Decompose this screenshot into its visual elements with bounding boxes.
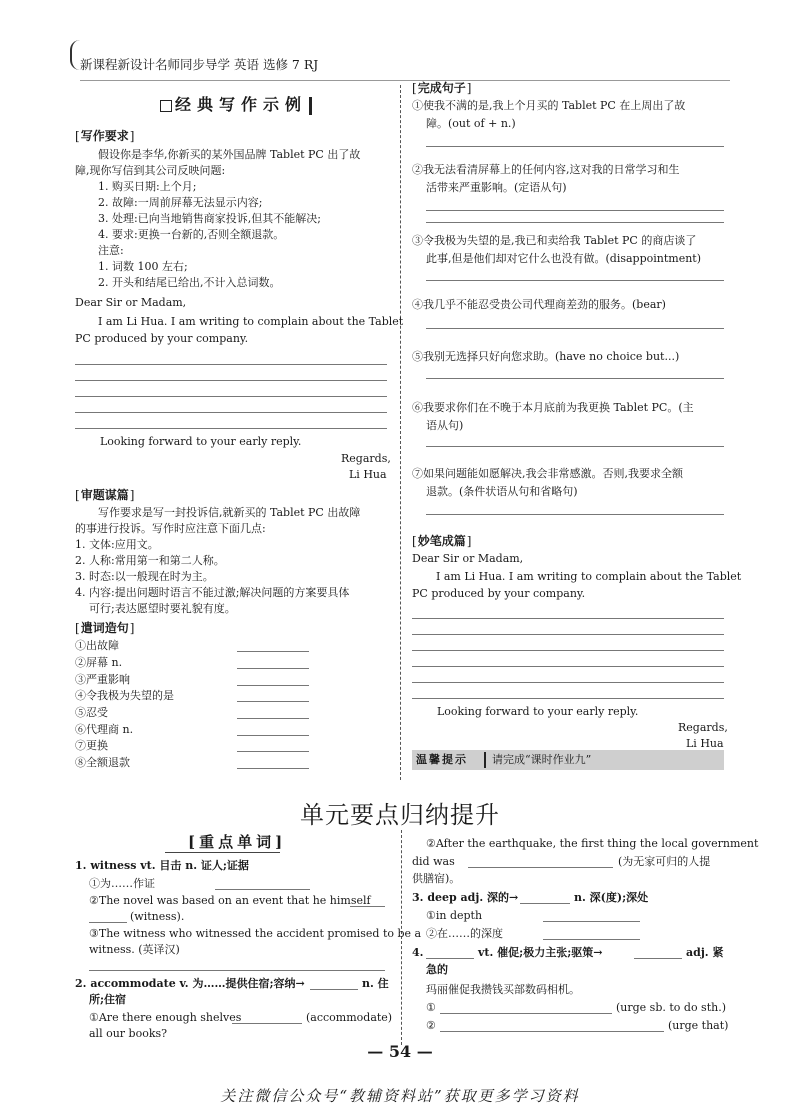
sentence-prompt: 退款。(条件状语从句和省略句): [426, 485, 578, 498]
word-item: all our books?: [89, 1027, 168, 1040]
req-line: 2. 故障:一周前屏幕无法显示内容;: [98, 196, 263, 209]
word-heading: 3. deep adj. 深的→: [412, 891, 519, 904]
word-heading: 所;住宿: [89, 993, 127, 1006]
sentence-prompt: ③令我极为失望的是,我已和卖给我 Tablet PC 的商店谈了: [412, 234, 697, 247]
answer-line[interactable]: [426, 514, 724, 515]
answer-line[interactable]: [426, 378, 724, 379]
req-line: 4. 要求:更换一台新的,否则全额退款。: [98, 228, 285, 241]
key-words-text: 重点单词: [199, 833, 276, 851]
answer-blank[interactable]: [232, 1023, 302, 1024]
title-underline: [165, 852, 280, 853]
req-line: 障,现你写信到其公司反映问题:: [75, 164, 226, 177]
word-item: ①: [426, 1001, 436, 1014]
reminder-divider: [484, 752, 486, 768]
header-title: 新课程新设计名师同步导学 英语 选修 7 RJ: [80, 57, 319, 72]
vocab-item: ②屏幕 n.: [75, 656, 123, 669]
answer-line[interactable]: [426, 146, 724, 147]
word-heading: 2. accommodate v. 为……提供住宿;容纳→: [75, 977, 305, 990]
answer-line[interactable]: [426, 222, 724, 223]
header-rule: [80, 80, 730, 81]
req-line: 注意:: [98, 244, 124, 257]
sentence-prompt: 语从句): [426, 419, 464, 432]
writing-line[interactable]: [412, 650, 724, 651]
word-item: (urge sb. to do sth.): [616, 1001, 726, 1014]
req-line: 1. 词数 100 左右;: [98, 260, 188, 273]
writing-line[interactable]: [75, 396, 387, 397]
reminder-label: 温馨提示: [416, 753, 468, 766]
plan-line: 1. 文体:应用文。: [75, 538, 159, 551]
sentence-title: [ 完成句子 ]: [412, 80, 471, 96]
word-item: witness. (英译汉): [89, 943, 180, 956]
sentence-prompt: ②我无法看清屏幕上的任何内容,这对我的日常学习和生: [412, 163, 680, 176]
sentence-prompt: ⑥我要求你们在不晚于本月底前为我更换 Tablet PC。(主: [412, 401, 694, 414]
word-heading: 1. witness vt. 目击 n. 证人;证据: [75, 859, 249, 872]
plan-title: [ 审题谋篇 ]: [75, 487, 134, 503]
word-heading: n. 住: [362, 977, 389, 990]
word-heading: 4.: [412, 946, 424, 959]
section-banner: [160, 92, 312, 115]
answer-blank[interactable]: [237, 685, 309, 686]
writing-line[interactable]: [412, 698, 724, 699]
req-line: 2. 开头和结尾已给出,不计入总词数。: [98, 276, 281, 289]
answer-blank[interactable]: [237, 668, 309, 669]
word-heading: n. 深(度);深处: [574, 891, 649, 904]
answer-blank[interactable]: [237, 751, 309, 752]
plan-line: 写作要求是写一封投诉信,就新买的 Tablet PC 出故障: [98, 506, 361, 519]
column-divider: [400, 85, 401, 780]
answer-blank[interactable]: [237, 718, 309, 719]
closing-line: Looking forward to your early reply.: [100, 435, 302, 448]
answer-blank[interactable]: [89, 922, 127, 923]
plan-line: 可行;表达愿望时要礼貌有度。: [89, 602, 236, 615]
vocab-item: ③严重影响: [75, 673, 130, 686]
answer-blank[interactable]: [237, 735, 309, 736]
answer-line[interactable]: [426, 210, 724, 211]
word-item: (为无家可归的人提: [618, 855, 711, 868]
word-item: ①Are there enough shelves: [89, 1011, 242, 1024]
key-words-title: [重点单词]: [188, 833, 287, 851]
word-item: ②: [426, 1019, 436, 1032]
word-heading: 急的: [426, 963, 448, 976]
word-item: (witness).: [130, 910, 185, 923]
sentence-prompt: 障。(out of + n.): [426, 117, 516, 130]
word-item: ①为……作证: [89, 877, 155, 890]
word-item: (accommodate): [306, 1011, 393, 1024]
regards: Regards,: [341, 452, 391, 465]
word-item: did was: [412, 855, 455, 868]
word-heading: vt. 催促;极力主张;驱策→: [478, 946, 603, 959]
answer-blank[interactable]: [440, 1013, 612, 1014]
answer-blank[interactable]: [543, 921, 640, 922]
answer-blank[interactable]: [310, 989, 358, 990]
writing-line[interactable]: [412, 682, 724, 683]
sentence-prompt: ④我几乎不能忍受贵公司代理商差劲的服务。(bear): [412, 298, 666, 311]
answer-blank[interactable]: [237, 701, 309, 702]
opening-line: I am Li Hua. I am writing to complain about the Tablet: [98, 315, 404, 328]
opening-line: PC produced by your company.: [412, 587, 586, 600]
signature-name: Li Hua: [349, 468, 387, 481]
answer-blank[interactable]: [237, 768, 309, 769]
answer-blank[interactable]: [634, 958, 682, 959]
footer-note: 关注微信公众号“教辅资料站”获取更多学习资料: [220, 1087, 580, 1105]
reminder-bar: [412, 750, 724, 770]
salutation: Dear Sir or Madam,: [75, 296, 187, 309]
word-item: ①in depth: [426, 909, 483, 922]
word-item: ③The witness who witnessed the accident promised to be a: [89, 927, 422, 940]
opening-line: PC produced by your company.: [75, 332, 249, 345]
regards: Regards,: [678, 721, 728, 734]
vocab-item: ⑦更换: [75, 739, 108, 752]
writing-req-title: [ 写作要求 ]: [75, 128, 134, 144]
essay-title: [ 妙笔成篇 ]: [412, 533, 471, 549]
req-line: 1. 购买日期:上个月;: [98, 180, 197, 193]
answer-blank[interactable]: [468, 867, 613, 868]
word-heading: adj. 紧: [686, 946, 724, 959]
answer-blank[interactable]: [215, 889, 310, 890]
writing-line[interactable]: [75, 428, 387, 429]
signature-name: Li Hua: [686, 737, 724, 750]
sentence-prompt: ⑤我别无选择只好向您求助。(have no choice but...): [412, 350, 680, 363]
req-line: 3. 处理:已向当地销售商家投诉,但其不能解决;: [98, 212, 321, 225]
word-item: ②在……的深度: [426, 927, 503, 940]
word-item: 供膳宿)。: [412, 872, 461, 885]
vocab-item: ⑤忍受: [75, 706, 108, 719]
answer-line[interactable]: [89, 970, 385, 971]
writing-line[interactable]: [412, 634, 724, 635]
writing-line[interactable]: [412, 666, 724, 667]
pen-icon: [160, 100, 172, 112]
answer-blank[interactable]: [350, 906, 385, 907]
writing-line[interactable]: [75, 380, 387, 381]
word-item: ②After the earthquake, the first thing the local government: [426, 837, 759, 850]
answer-blank[interactable]: [426, 958, 474, 959]
writing-line[interactable]: [75, 364, 387, 365]
plan-line: 的事进行投诉。写作时应注意下面几点:: [75, 522, 266, 535]
req-line: 假设你是李华,你新买的某外国品牌 Tablet PC 出了故: [98, 148, 361, 161]
banner-text: 经典写作示例: [175, 95, 308, 114]
answer-line[interactable]: [426, 446, 724, 447]
sentence-prompt: ⑦如果问题能如愿解决,我会非常感激。否则,我要求全额: [412, 467, 683, 480]
plan-line: 2. 人称:常用第一和第二人称。: [75, 554, 225, 567]
vocab-item: ①出故障: [75, 639, 119, 652]
writing-line[interactable]: [75, 412, 387, 413]
reminder-text[interactable]: 请完成“课时作业九”: [492, 753, 592, 766]
salutation: Dear Sir or Madam,: [412, 552, 524, 565]
vocab-item: ⑥代理商 n.: [75, 723, 134, 736]
banner-bar: [309, 97, 312, 115]
sentence-prompt: ①使我不满的是,我上个月买的 Tablet PC 在上周出了故: [412, 99, 686, 112]
vocab-item: ④令我极为失望的是: [75, 689, 174, 702]
writing-line[interactable]: [412, 618, 724, 619]
answer-blank[interactable]: [543, 939, 640, 940]
page-number: — 54 —: [367, 1042, 433, 1061]
plan-line: 4. 内容:提出问题时语言不能过激;解决问题的方案要具体: [75, 586, 350, 599]
vocab-title: [ 遣词造句 ]: [75, 620, 134, 636]
answer-blank[interactable]: [520, 903, 570, 904]
answer-line[interactable]: [426, 280, 724, 281]
unit-title: 单元要点归纳提升: [300, 801, 500, 829]
opening-line: I am Li Hua. I am writing to complain about the Tablet: [436, 570, 742, 583]
plan-line: 3. 时态:以一般现在时为主。: [75, 570, 214, 583]
word-item: (urge that): [668, 1019, 729, 1032]
answer-line[interactable]: [426, 328, 724, 329]
sentence-prompt: 活带来严重影响。(定语从句): [426, 181, 567, 194]
answer-blank[interactable]: [440, 1031, 664, 1032]
closing-line: Looking forward to your early reply.: [437, 705, 639, 718]
word-item: ②The novel was based on an event that he himself: [89, 894, 371, 907]
sentence-prompt: 此事,但是他们却对它什么也没有做。(disappointment): [426, 252, 702, 265]
vocab-item: ⑧全额退款: [75, 756, 130, 769]
answer-blank[interactable]: [237, 651, 309, 652]
word-item: 玛丽催促我攒钱买部数码相机。: [426, 983, 580, 996]
